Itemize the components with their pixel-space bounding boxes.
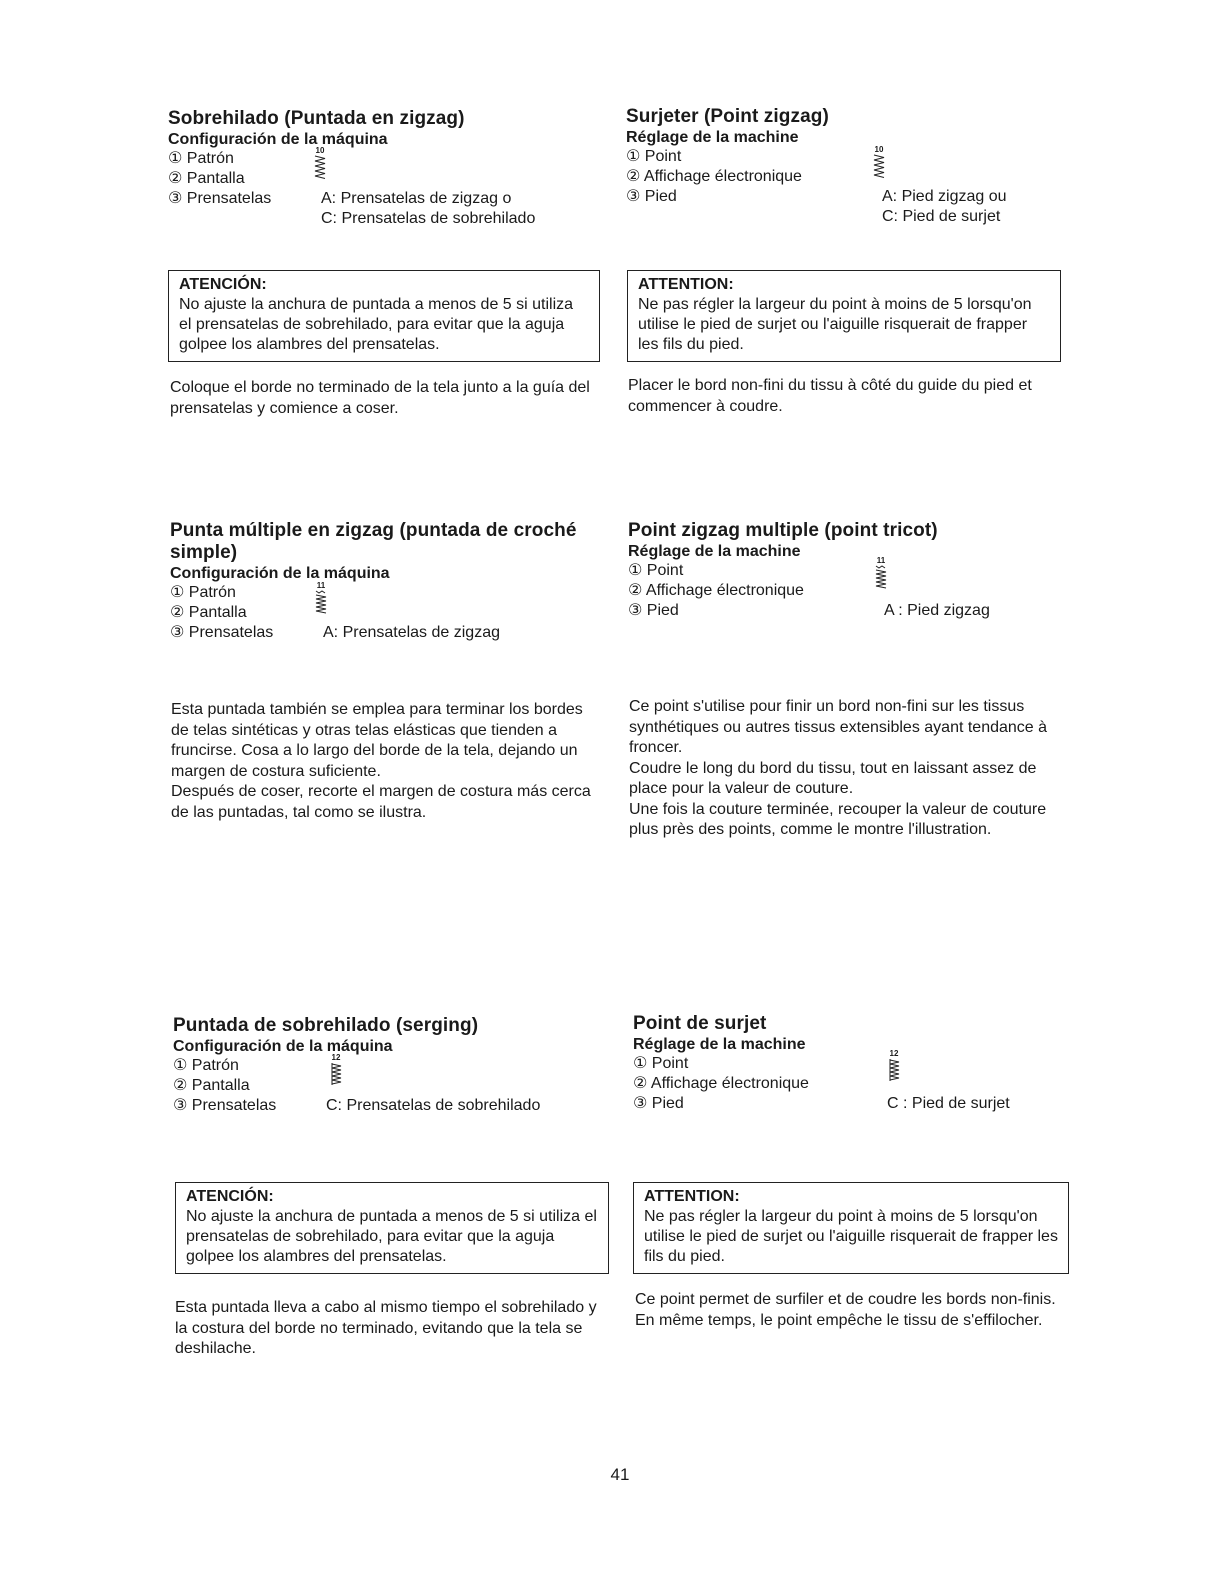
body-text [170, 378, 600, 419]
pattern-number: 10 [315, 146, 325, 155]
paragraph: Ce point permet de surfiler et de coudre les bords non-finis. En même temps, le point empêche le tissu de s'effilocher. [635, 1291, 1056, 1329]
setting-label: ③ Pied [633, 1095, 684, 1112]
setting-row-foot [633, 1094, 1073, 1114]
section-2-fr [628, 520, 1068, 621]
section-title: Point zigzag multiple (point tricot) [628, 520, 938, 541]
setting-label: ③ Pied [626, 188, 677, 205]
body-text [629, 697, 1065, 841]
attention-title: ATTENTION: [638, 276, 734, 293]
pattern-number: 12 [331, 1053, 341, 1062]
section-subtitle: Configuración de la máquina [173, 1038, 393, 1055]
setting-row-display [633, 1074, 1073, 1094]
setting-label: ② Affichage électronique [633, 1075, 809, 1092]
paragraph: Esta puntada también se emplea para terminar los bordes de telas sintéticas y otras telas elásticas que tienden a fruncirse. Cosa a lo largo del borde de la tela, dejando un margen de costura suficiente. [171, 701, 583, 780]
attention-title: ATTENTION: [644, 1188, 740, 1205]
setting-label: ② Pantalla [168, 170, 245, 187]
setting-label: ② Pantalla [170, 604, 247, 621]
setting-row-foot [170, 623, 610, 643]
section-subtitle: Réglage de la machine [633, 1036, 806, 1053]
setting-label: ① Patrón [173, 1057, 239, 1074]
setting-row-display [173, 1076, 613, 1096]
body-text [635, 1290, 1071, 1331]
setting-row-pattern [173, 1056, 613, 1076]
attention-title: ATENCIÓN: [179, 276, 267, 293]
setting-row-point [626, 147, 1066, 167]
section-3-es [173, 1015, 613, 1116]
setting-value: A: Pied zigzag ou [882, 188, 1007, 205]
stitch-pattern-icon [887, 1049, 901, 1084]
setting-value: C: Pied de surjet [882, 208, 1001, 225]
section-3-fr [633, 1013, 1073, 1114]
setting-row-point [633, 1054, 1073, 1074]
section-subtitle: Réglage de la machine [626, 129, 799, 146]
stitch-pattern-icon [874, 556, 888, 591]
pattern-number: 11 [876, 556, 886, 565]
attention-text: No ajuste la anchura de puntada a menos de 5 si utiliza el prensatelas de sobrehilado, para evitar que la aguja golpee los alambres del prensatelas. [179, 296, 574, 353]
setting-value: C: Prensatelas de sobrehilado [321, 210, 536, 227]
attention-box [633, 1182, 1069, 1274]
setting-label: ① Point [628, 562, 684, 579]
pattern-number: 11 [316, 581, 326, 590]
setting-label: ③ Prensatelas [168, 190, 272, 207]
setting-row-display [168, 169, 608, 189]
paragraph: Placer le bord non-fini du tissu à côté du guide du pied et commencer à coudre. [628, 377, 1032, 415]
setting-label: ② Affichage électronique [626, 168, 802, 185]
setting-value: A: Prensatelas de zigzag [323, 624, 500, 641]
section-title: Surjeter (Point zigzag) [626, 106, 829, 127]
setting-label: ① Point [626, 148, 682, 165]
setting-row-foot [168, 189, 608, 209]
setting-row-display [170, 603, 610, 623]
setting-row-pattern [168, 149, 608, 169]
attention-text: Ne pas régler la largeur du point à moins de 5 lorsqu'on utilise le pied de surjet ou l'aiguille risquerait de frapper les fils du pied. [644, 1208, 1058, 1265]
section-subtitle: Configuración de la máquina [168, 131, 388, 148]
setting-row-foot-alt [626, 207, 1066, 227]
setting-row-display [628, 581, 1068, 601]
setting-label: ③ Prensatelas [170, 624, 274, 641]
attention-text: No ajuste la anchura de puntada a menos de 5 si utiliza el prensatelas de sobrehilado, para evitar que la aguja golpee los alambres del prensatelas. [186, 1208, 597, 1265]
setting-label: ① Patrón [170, 584, 236, 601]
paragraph: Ce point s'utilise pour finir un bord non-fini sur les tissus synthétiques ou autres tissus extensibles ayant tendance à froncer. [629, 698, 1048, 756]
setting-label: ③ Pied [628, 602, 679, 619]
stitch-pattern-icon [329, 1053, 343, 1088]
setting-label: ② Pantalla [173, 1077, 250, 1094]
attention-box [175, 1182, 609, 1274]
setting-row-foot [628, 601, 1068, 621]
stitch-pattern-icon [872, 145, 886, 180]
section-title-line2: simple) [170, 542, 238, 563]
stitch-pattern-icon [313, 146, 327, 181]
setting-row-foot [626, 187, 1066, 207]
section-subtitle: Réglage de la machine [628, 543, 801, 560]
paragraph: Coloque el borde no terminado de la tela junto a la guía del prensatelas y comience a coser. [170, 379, 590, 417]
attention-box [627, 270, 1061, 362]
setting-row-point [628, 561, 1068, 581]
setting-label: ③ Prensatelas [173, 1097, 277, 1114]
section-title: Point de surjet [633, 1013, 767, 1034]
section-1-es [168, 108, 608, 229]
section-title: Sobrehilado (Puntada en zigzag) [168, 108, 465, 129]
body-text [628, 376, 1058, 417]
pattern-number: 12 [889, 1049, 899, 1058]
setting-row-pattern [170, 583, 610, 603]
setting-row-foot-alt [168, 209, 608, 229]
stitch-pattern-icon [314, 581, 328, 616]
paragraph: Después de coser, recorte el margen de costura más cerca de las puntadas, tal como se ilustra. [171, 783, 591, 821]
setting-label: ① Point [633, 1055, 689, 1072]
setting-value: C : Pied de surjet [887, 1095, 1010, 1112]
setting-row-foot [173, 1096, 613, 1116]
setting-value: A: Prensatelas de zigzag o [321, 190, 512, 207]
setting-row-display [626, 167, 1066, 187]
setting-value: C: Prensatelas de sobrehilado [326, 1097, 541, 1114]
body-text [175, 1298, 609, 1360]
attention-box [168, 270, 600, 362]
paragraph: Esta puntada lleva a cabo al mismo tiempo el sobrehilado y la costura del borde no terminado, evitando que la tela se deshilache. [175, 1299, 597, 1357]
body-text [171, 700, 601, 823]
page-number: 41 [610, 1465, 630, 1484]
pattern-number: 10 [874, 145, 884, 154]
setting-value: A : Pied zigzag [884, 602, 990, 619]
attention-text: Ne pas régler la largeur du point à moins de 5 lorsqu'on utilise le pied de surjet ou l'aiguille risquerait de frapper les fils du pied. [638, 296, 1032, 353]
section-subtitle: Configuración de la máquina [170, 565, 390, 582]
section-2-es [170, 520, 610, 643]
attention-title: ATENCIÓN: [186, 1188, 274, 1205]
section-1-fr [626, 106, 1066, 227]
setting-label: ① Patrón [168, 150, 234, 167]
paragraph: Une fois la couture terminée, recouper la valeur de couture plus près des points, comme le montre l'illustration. [629, 800, 1047, 838]
paragraph: Coudre le long du bord du tissu, tout en laissant assez de place pour la valeur de couture. [629, 759, 1037, 797]
section-title: Puntada de sobrehilado (serging) [173, 1015, 479, 1036]
setting-label: ② Affichage électronique [628, 582, 804, 599]
section-title: Punta múltiple en zigzag (puntada de croché [170, 520, 577, 541]
